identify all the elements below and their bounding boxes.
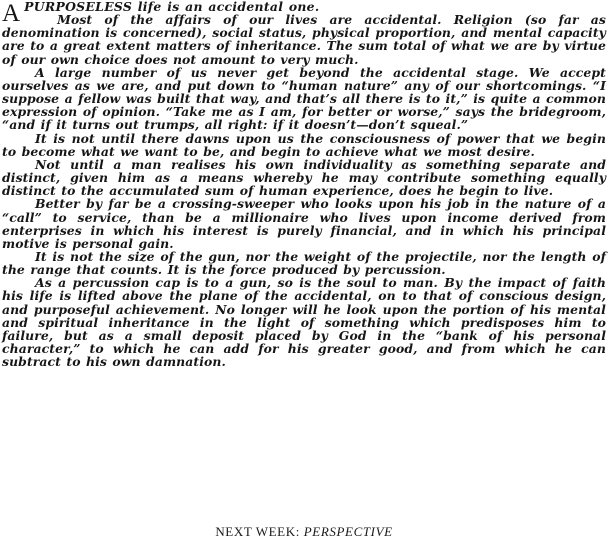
article-lead-sentence: PURPOSELESS life is an accidental one. — [24, 0, 320, 14]
article-paragraph: A large number of us never get beyond the accidental stage. We accept ourselves as we are, and put down to “human nature” any of our shortcomings. “I suppose a fellow was built that way, and that’s all there is to it,” is quite a common expression of opinion. “Take me as I am, for better or worse,” says the bridegroom, “and if it turns out trumps, all right: if it doesn’t—don’t squeal.” — [2, 64, 606, 133]
next-week-notice — [0, 524, 608, 539]
article-paragraph: Not until a man realises his own individuality as something separate and distinct, given him as a means whereby he may contribute something equally distinct to the accumulated sum of human experience, does he begin to live. — [2, 156, 606, 199]
article-paragraph: Most of the affairs of our lives are accidental. Religion (so far as denomination is concerned), social status, physical proportion, and mental capacity are to a great extent matters of inheritance. The sum total of what we are by virtue of our own choice does not amount to very much. — [2, 12, 606, 67]
next-week-title: PERSPECTIVE — [303, 524, 393, 539]
article-paragraph: Better by far be a crossing-sweeper who looks upon his job in the nature of a “call” to service, than be a millionaire who lives upon income derived from enterprises in which his interest is purely financial, and in which his principal motive is personal gain. — [2, 196, 606, 251]
article-body — [2, 0, 606, 368]
article-paragraph: As a percussion cap is to a gun, so is the soul to man. By the impact of faith his life is lifted above the plane of the accidental, on to that of conscious design, and purposeful achievement. No longer will he look upon the portion of his mental and spiritual inheritance in the light of something which predisposes him to failure, but as a small deposit placed by God in the “bank of his personal character,” to which he can add for his greater good, and from which he can subtract to his own damnation. — [2, 275, 606, 370]
article-paragraph: It is not until there dawns upon us the consciousness of power that we begin to become what we want to be, and begin to achieve what we most desire. — [2, 130, 606, 159]
article-lead-paragraph — [2, 0, 606, 66]
next-week-label: NEXT WEEK: — [215, 524, 300, 539]
article-paragraph: It is not the size of the gun, nor the weight of the projectile, nor the length of the range that counts. It is the force produced by percussion. — [2, 248, 606, 278]
drop-cap: A — [2, 0, 21, 27]
